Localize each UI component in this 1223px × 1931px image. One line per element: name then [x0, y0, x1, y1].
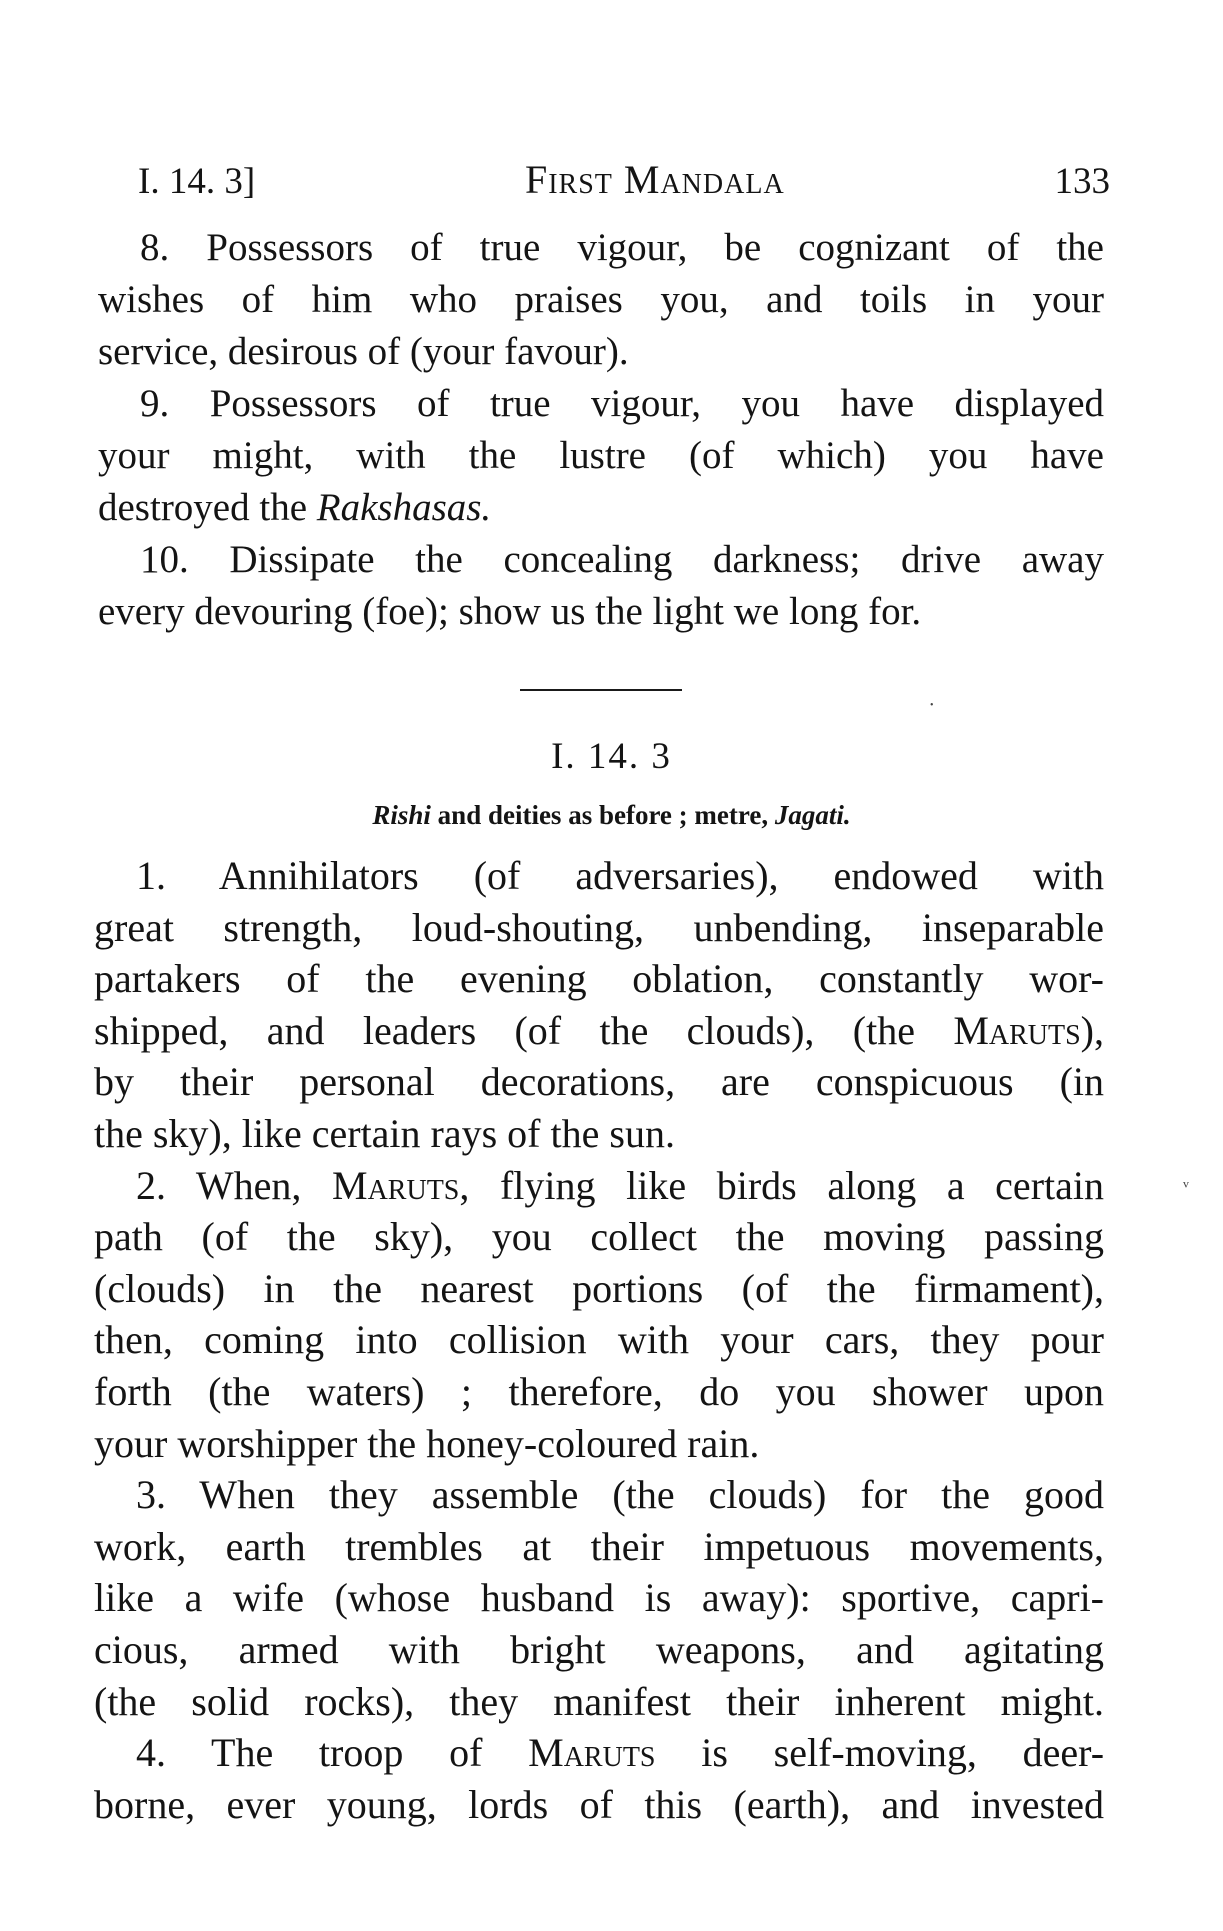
text-line: cious, armed with bright weapons, and agitating [94, 1626, 1104, 1672]
subtitle-text: and deities as before ; metre, [430, 800, 775, 830]
maruts-term: Maruts [332, 1162, 460, 1208]
print-speck: ᵛ [1183, 1176, 1189, 1198]
text-line: your might, with the lustre (of which) you have [98, 434, 1104, 477]
text-line: 3. When they assemble (the clouds) for the good [136, 1472, 1104, 1518]
rishi-term: Rishi [372, 800, 431, 830]
print-speck: • [930, 700, 934, 711]
text-line: like a wife (whose husband is away): sportive, capri- [94, 1575, 1104, 1621]
rakshasas-term: Rakshasas. [316, 486, 492, 529]
text-line: your worshipper the honey-coloured rain. [94, 1420, 760, 1466]
maruts-term: Maruts [528, 1730, 656, 1776]
section-subtitle [0, 800, 1223, 831]
text-run: ), [1080, 1007, 1104, 1053]
text-run: shipped, and leaders (of the clouds), (the [94, 1007, 954, 1053]
text-line: (clouds) in the nearest portions (of the firmament), [94, 1265, 1104, 1311]
running-title: First Mandala [524, 157, 785, 202]
text-line: wishes of him who praises you, and toils in your [98, 278, 1104, 321]
text-line: then, coming into collision with your cars, they pour [94, 1317, 1104, 1363]
running-header [138, 156, 1110, 206]
text-line: partakers of the evening oblation, constantly wor- [94, 956, 1104, 1002]
text-line: 1. Annihilators (of adversaries), endowed with [136, 853, 1104, 898]
text-line: 8. Possessors of true vigour, be cognizant of the [140, 226, 1104, 269]
section-number: I. 14. 3 [551, 736, 672, 777]
text-line: 9. Possessors of true vigour, you have displayed [140, 382, 1104, 425]
hymn-verses-1-4 [94, 850, 1104, 1830]
text-line [94, 1160, 1104, 1212]
text-line [94, 1727, 1104, 1779]
text-run: 4. The troop of [136, 1730, 529, 1776]
text-line: service, desirous of (your favour). [98, 330, 629, 373]
text-line: the sky), like certain rays of the sun. [94, 1110, 675, 1156]
chapter-reference: I. 14. 3] [138, 161, 256, 202]
metre-term: Jagati. [774, 800, 851, 830]
text-line: path (of the sky), you collect the moving passing [94, 1214, 1104, 1260]
page-number: 133 [1054, 161, 1110, 202]
text-line: borne, ever young, lords of this (earth), and invested [94, 1781, 1104, 1827]
hymn-verses-8-10 [98, 222, 1104, 638]
text-line: work, earth trembles at their impetuous movements, [94, 1523, 1104, 1569]
section-divider [520, 689, 682, 691]
text-line: forth (the waters) ; therefore, do you shower upon [94, 1368, 1104, 1414]
text-line: by their personal decorations, are conspicuous (in [94, 1059, 1104, 1105]
text-line [98, 482, 1104, 534]
text-line: great strength, loud-shouting, unbending, inseparable [94, 904, 1104, 950]
text-line [94, 1005, 1104, 1057]
text-run: , flying like birds along a certain [459, 1162, 1104, 1208]
text-run: 2. When, [136, 1162, 333, 1208]
text-run: is self-moving, deer- [655, 1730, 1105, 1776]
text-line: every devouring (foe); show us the light we long for. [98, 590, 922, 633]
text-line: 10. Dissipate the concealing darkness; drive away [140, 538, 1104, 581]
text-line: (the solid rocks), they manifest their inherent might. [94, 1678, 1104, 1724]
maruts-term: Maruts [953, 1007, 1081, 1053]
text-run: destroyed the [98, 486, 317, 529]
